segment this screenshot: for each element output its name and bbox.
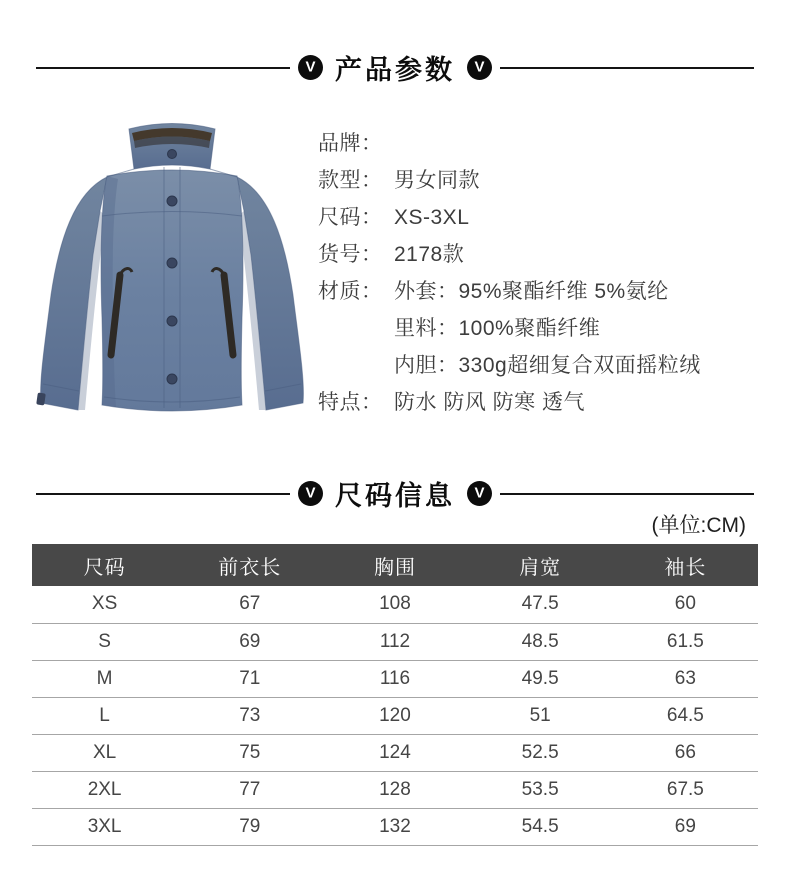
cell-front-length: 77 — [177, 771, 322, 808]
param-label: 品牌： — [318, 132, 383, 155]
column-header-size: 尺码 — [32, 544, 177, 586]
param-label: 尺码： — [318, 206, 383, 229]
param-label: 特点： — [318, 391, 383, 414]
cell-sleeve: 66 — [613, 734, 758, 771]
cell-chest: 124 — [322, 734, 467, 771]
size-table-row-xl — [32, 734, 758, 771]
param-row-material-lining — [318, 310, 701, 347]
param-row-material-shell — [318, 273, 701, 310]
cell-shoulder: 52.5 — [468, 734, 613, 771]
cell-shoulder: 49.5 — [468, 660, 613, 697]
param-value: 男女同款 — [394, 169, 480, 192]
cell-chest: 132 — [322, 808, 467, 845]
jacket-illustration — [12, 113, 312, 428]
cell-size: XL — [32, 734, 177, 771]
product-image-jacket — [12, 113, 312, 428]
param-value: 2178款 — [394, 243, 465, 266]
jacket-left-sleeve — [41, 177, 107, 410]
cell-front-length: 69 — [177, 623, 322, 660]
cell-sleeve: 67.5 — [613, 771, 758, 808]
cell-sleeve: 64.5 — [613, 697, 758, 734]
v-badge-icon — [467, 481, 492, 506]
section-header-product-params — [0, 48, 790, 87]
cell-sleeve: 63 — [613, 660, 758, 697]
size-table-body — [32, 586, 758, 845]
cell-size: 3XL — [32, 808, 177, 845]
size-table-row-m — [32, 660, 758, 697]
unit-note: (单位:CM) — [651, 514, 746, 537]
size-table-header-row — [32, 544, 758, 586]
cell-sleeve: 61.5 — [613, 623, 758, 660]
jacket-cuff-tab — [36, 393, 46, 406]
section-title-product-params: 产品参数 — [335, 55, 455, 85]
param-value: 里料：100%聚酯纤维 — [394, 317, 601, 340]
param-label: 货号： — [318, 243, 383, 266]
decorative-line-left — [36, 67, 290, 69]
cell-shoulder: 48.5 — [468, 623, 613, 660]
cell-front-length: 75 — [177, 734, 322, 771]
product-overview — [12, 113, 790, 428]
column-header-front-length: 前衣长 — [177, 544, 322, 586]
column-header-chest: 胸围 — [322, 544, 467, 586]
size-table-row-xs — [32, 586, 758, 623]
cell-chest: 128 — [322, 771, 467, 808]
v-badge-icon — [467, 55, 492, 80]
v-badge-icon — [298, 481, 323, 506]
decorative-line-left — [36, 493, 290, 495]
section-header-size-info — [0, 474, 790, 513]
v-glyph: V — [474, 484, 485, 502]
cell-sleeve: 69 — [613, 808, 758, 845]
param-value: XS-3XL — [394, 206, 470, 229]
param-value: 防水 防风 防寒 透气 — [394, 391, 586, 414]
cell-front-length: 79 — [177, 808, 322, 845]
size-table-row-3xl — [32, 808, 758, 845]
cell-size: M — [32, 660, 177, 697]
v-glyph: V — [305, 484, 316, 502]
cell-size: 2XL — [32, 771, 177, 808]
param-row-features — [318, 384, 701, 421]
param-label: 款型： — [318, 169, 383, 192]
size-table-head — [32, 544, 758, 586]
decorative-line-right — [500, 67, 754, 69]
column-header-sleeve: 袖长 — [613, 544, 758, 586]
cell-shoulder: 47.5 — [468, 586, 613, 623]
param-row-material-filling — [318, 347, 701, 384]
cell-shoulder: 53.5 — [468, 771, 613, 808]
section-title-size-info: 尺码信息 — [335, 481, 455, 511]
column-header-shoulder: 肩宽 — [468, 544, 613, 586]
cell-front-length: 73 — [177, 697, 322, 734]
v-glyph: V — [474, 58, 485, 76]
param-row-brand — [318, 125, 701, 162]
jacket-right-sleeve — [237, 177, 303, 410]
cell-shoulder: 54.5 — [468, 808, 613, 845]
cell-shoulder: 51 — [468, 697, 613, 734]
param-row-style — [318, 162, 701, 199]
v-glyph: V — [305, 58, 316, 76]
cell-chest: 120 — [322, 697, 467, 734]
size-table-row-s — [32, 623, 758, 660]
param-value: 外套：95%聚酯纤维 5%氨纶 — [394, 280, 669, 303]
param-row-item-number — [318, 236, 701, 273]
param-row-size-range — [318, 199, 701, 236]
size-table-row-l — [32, 697, 758, 734]
size-table — [32, 544, 758, 846]
cell-size: L — [32, 697, 177, 734]
cell-chest: 116 — [322, 660, 467, 697]
size-table-row-2xl — [32, 771, 758, 808]
cell-size: XS — [32, 586, 177, 623]
cell-front-length: 71 — [177, 660, 322, 697]
param-label: 材质： — [318, 280, 383, 303]
cell-chest: 108 — [322, 586, 467, 623]
decorative-line-right — [500, 493, 754, 495]
cell-front-length: 67 — [177, 586, 322, 623]
cell-chest: 112 — [322, 623, 467, 660]
cell-size: S — [32, 623, 177, 660]
product-params-list — [318, 113, 701, 428]
param-value: 内胆：330g超细复合双面摇粒绒 — [394, 354, 701, 377]
v-badge-icon — [298, 55, 323, 80]
cell-sleeve: 60 — [613, 586, 758, 623]
